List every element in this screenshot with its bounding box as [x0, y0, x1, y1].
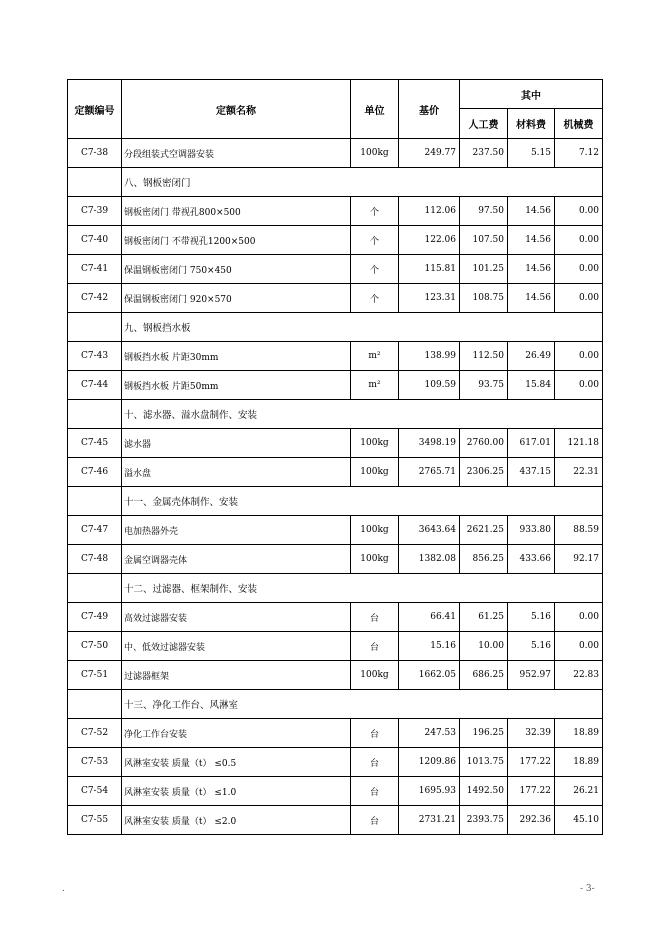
table-row [68, 197, 603, 226]
section-title: 八、钢板密闭门 [122, 168, 603, 197]
item-name: 高效过滤器安装 [122, 603, 351, 632]
item-unit: 个 [351, 255, 399, 284]
item-code: C7-42 [68, 284, 122, 313]
item-labor-cost: 2393.75 [460, 806, 508, 835]
item-machine-cost: 0.00 [555, 632, 603, 661]
item-base-price: 2765.71 [399, 458, 460, 487]
item-name: 中、低效过滤器安装 [122, 632, 351, 661]
item-unit: 100kg [351, 545, 399, 574]
section-row [68, 168, 603, 197]
item-code: C7-40 [68, 226, 122, 255]
section-row [68, 690, 603, 719]
section-spacer [68, 168, 122, 197]
section-title: 十三、净化工作台、风淋室 [122, 690, 603, 719]
header-name: 定额名称 [122, 80, 351, 139]
section-spacer [68, 690, 122, 719]
section-title: 十二、过滤器、框架制作、安装 [122, 574, 603, 603]
item-base-price: 249.77 [399, 139, 460, 168]
item-base-price: 1662.05 [399, 661, 460, 690]
item-labor-cost: 101.25 [460, 255, 508, 284]
item-labor-cost: 856.25 [460, 545, 508, 574]
item-code: C7-45 [68, 429, 122, 458]
item-code: C7-39 [68, 197, 122, 226]
item-unit: 个 [351, 197, 399, 226]
item-name: 滤水器 [122, 429, 351, 458]
item-material-cost: 177.22 [508, 748, 555, 777]
item-unit: 个 [351, 226, 399, 255]
item-base-price: 1209.86 [399, 748, 460, 777]
item-base-price: 15.16 [399, 632, 460, 661]
item-name: 过滤器框架 [122, 661, 351, 690]
item-base-price: 1695.93 [399, 777, 460, 806]
item-unit: 台 [351, 603, 399, 632]
item-base-price: 122.06 [399, 226, 460, 255]
item-base-price: 3643.64 [399, 516, 460, 545]
item-material-cost: 14.56 [508, 255, 555, 284]
item-base-price: 1382.08 [399, 545, 460, 574]
item-code: C7-44 [68, 371, 122, 400]
item-name: 保温钢板密闭门 920×570 [122, 284, 351, 313]
item-code: C7-49 [68, 603, 122, 632]
item-labor-cost: 1492.50 [460, 777, 508, 806]
header-machine: 机械费 [555, 109, 603, 139]
item-base-price: 66.41 [399, 603, 460, 632]
section-title: 九、钢板挡水板 [122, 313, 603, 342]
table-row [68, 284, 603, 313]
item-unit: 100kg [351, 429, 399, 458]
table-row [68, 458, 603, 487]
item-machine-cost: 0.00 [555, 255, 603, 284]
footer-mark: . [62, 884, 65, 894]
item-base-price: 247.53 [399, 719, 460, 748]
item-code: C7-51 [68, 661, 122, 690]
table-row [68, 777, 603, 806]
table-header [68, 80, 603, 139]
item-labor-cost: 196.25 [460, 719, 508, 748]
item-base-price: 2731.21 [399, 806, 460, 835]
item-code: C7-54 [68, 777, 122, 806]
quota-table [67, 79, 603, 835]
item-material-cost: 292.36 [508, 806, 555, 835]
item-code: C7-52 [68, 719, 122, 748]
item-base-price: 138.99 [399, 342, 460, 371]
item-material-cost: 437.15 [508, 458, 555, 487]
item-unit: 100kg [351, 458, 399, 487]
table-row [68, 545, 603, 574]
item-material-cost: 14.56 [508, 284, 555, 313]
table-row [68, 516, 603, 545]
header-code: 定额编号 [68, 80, 122, 139]
item-labor-cost: 1013.75 [460, 748, 508, 777]
item-unit: 台 [351, 719, 399, 748]
section-row [68, 574, 603, 603]
item-material-cost: 933.80 [508, 516, 555, 545]
item-base-price: 115.81 [399, 255, 460, 284]
item-machine-cost: 26.21 [555, 777, 603, 806]
section-spacer [68, 574, 122, 603]
item-unit: 100kg [351, 516, 399, 545]
item-name: 风淋室安装 质量（t） ≤2.0 [122, 806, 351, 835]
header-base-price: 基价 [399, 80, 460, 139]
item-machine-cost: 0.00 [555, 603, 603, 632]
item-machine-cost: 7.12 [555, 139, 603, 168]
table-row [68, 719, 603, 748]
table-row [68, 429, 603, 458]
item-labor-cost: 2306.25 [460, 458, 508, 487]
item-code: C7-38 [68, 139, 122, 168]
table-row [68, 255, 603, 284]
table-row [68, 661, 603, 690]
item-unit: 台 [351, 806, 399, 835]
item-machine-cost: 0.00 [555, 342, 603, 371]
header-material: 材料费 [508, 109, 555, 139]
item-machine-cost: 18.89 [555, 748, 603, 777]
item-labor-cost: 10.00 [460, 632, 508, 661]
item-base-price: 109.59 [399, 371, 460, 400]
item-name: 钢板密闭门 不带视孔1200×500 [122, 226, 351, 255]
item-name: 风淋室安装 质量（t） ≤1.0 [122, 777, 351, 806]
item-code: C7-43 [68, 342, 122, 371]
item-unit: 台 [351, 748, 399, 777]
section-title: 十一、金属壳体制作、安装 [122, 487, 603, 516]
item-name: 溢水盘 [122, 458, 351, 487]
item-name: 净化工作台安装 [122, 719, 351, 748]
item-material-cost: 26.49 [508, 342, 555, 371]
item-name: 风淋室安装 质量（t） ≤0.5 [122, 748, 351, 777]
header-labor: 人工费 [460, 109, 508, 139]
item-material-cost: 5.16 [508, 632, 555, 661]
item-machine-cost: 121.18 [555, 429, 603, 458]
item-code: C7-55 [68, 806, 122, 835]
item-material-cost: 433.66 [508, 545, 555, 574]
item-base-price: 112.06 [399, 197, 460, 226]
item-material-cost: 32.39 [508, 719, 555, 748]
section-row [68, 313, 603, 342]
item-material-cost: 14.56 [508, 226, 555, 255]
item-material-cost: 952.97 [508, 661, 555, 690]
item-code: C7-46 [68, 458, 122, 487]
item-base-price: 3498.19 [399, 429, 460, 458]
table-row [68, 342, 603, 371]
header-including: 其中 [460, 80, 603, 109]
item-material-cost: 5.15 [508, 139, 555, 168]
item-labor-cost: 107.50 [460, 226, 508, 255]
table-row [68, 603, 603, 632]
item-unit: 100kg [351, 661, 399, 690]
item-machine-cost: 0.00 [555, 197, 603, 226]
item-machine-cost: 92.17 [555, 545, 603, 574]
item-material-cost: 617.01 [508, 429, 555, 458]
item-labor-cost: 2621.25 [460, 516, 508, 545]
item-name: 保温钢板密闭门 750×450 [122, 255, 351, 284]
table-row [68, 226, 603, 255]
item-material-cost: 14.56 [508, 197, 555, 226]
item-unit: 100kg [351, 139, 399, 168]
item-code: C7-53 [68, 748, 122, 777]
item-machine-cost: 22.31 [555, 458, 603, 487]
item-name: 钢板挡水板 片距50mm [122, 371, 351, 400]
section-spacer [68, 313, 122, 342]
item-unit: m² [351, 342, 399, 371]
item-base-price: 123.31 [399, 284, 460, 313]
section-row [68, 487, 603, 516]
item-labor-cost: 108.75 [460, 284, 508, 313]
table-body [68, 139, 603, 835]
table-row [68, 371, 603, 400]
item-labor-cost: 112.50 [460, 342, 508, 371]
item-material-cost: 15.84 [508, 371, 555, 400]
item-name: 电加热器外壳 [122, 516, 351, 545]
item-material-cost: 5.16 [508, 603, 555, 632]
item-unit: 个 [351, 284, 399, 313]
item-labor-cost: 93.75 [460, 371, 508, 400]
table-row [68, 748, 603, 777]
section-title: 十、滤水器、溢水盘制作、安装 [122, 400, 603, 429]
item-unit: m² [351, 371, 399, 400]
item-name: 钢板密闭门 带视孔800×500 [122, 197, 351, 226]
item-machine-cost: 0.00 [555, 284, 603, 313]
table-row [68, 632, 603, 661]
item-labor-cost: 237.50 [460, 139, 508, 168]
item-code: C7-48 [68, 545, 122, 574]
table-row [68, 806, 603, 835]
item-labor-cost: 2760.00 [460, 429, 508, 458]
item-machine-cost: 0.00 [555, 226, 603, 255]
item-unit: 台 [351, 777, 399, 806]
header-unit: 单位 [351, 80, 399, 139]
section-spacer [68, 487, 122, 516]
section-row [68, 400, 603, 429]
item-code: C7-47 [68, 516, 122, 545]
table-row [68, 139, 603, 168]
page-number: - 3- [580, 884, 595, 894]
item-labor-cost: 97.50 [460, 197, 508, 226]
item-machine-cost: 45.10 [555, 806, 603, 835]
item-labor-cost: 61.25 [460, 603, 508, 632]
item-code: C7-41 [68, 255, 122, 284]
item-machine-cost: 18.89 [555, 719, 603, 748]
item-name: 钢板挡水板 片距30mm [122, 342, 351, 371]
section-spacer [68, 400, 122, 429]
item-material-cost: 177.22 [508, 777, 555, 806]
item-code: C7-50 [68, 632, 122, 661]
item-name: 分段组装式空调器安装 [122, 139, 351, 168]
item-name: 金属空调器壳体 [122, 545, 351, 574]
item-unit: 台 [351, 632, 399, 661]
item-labor-cost: 686.25 [460, 661, 508, 690]
item-machine-cost: 0.00 [555, 371, 603, 400]
item-machine-cost: 88.59 [555, 516, 603, 545]
item-machine-cost: 22.83 [555, 661, 603, 690]
